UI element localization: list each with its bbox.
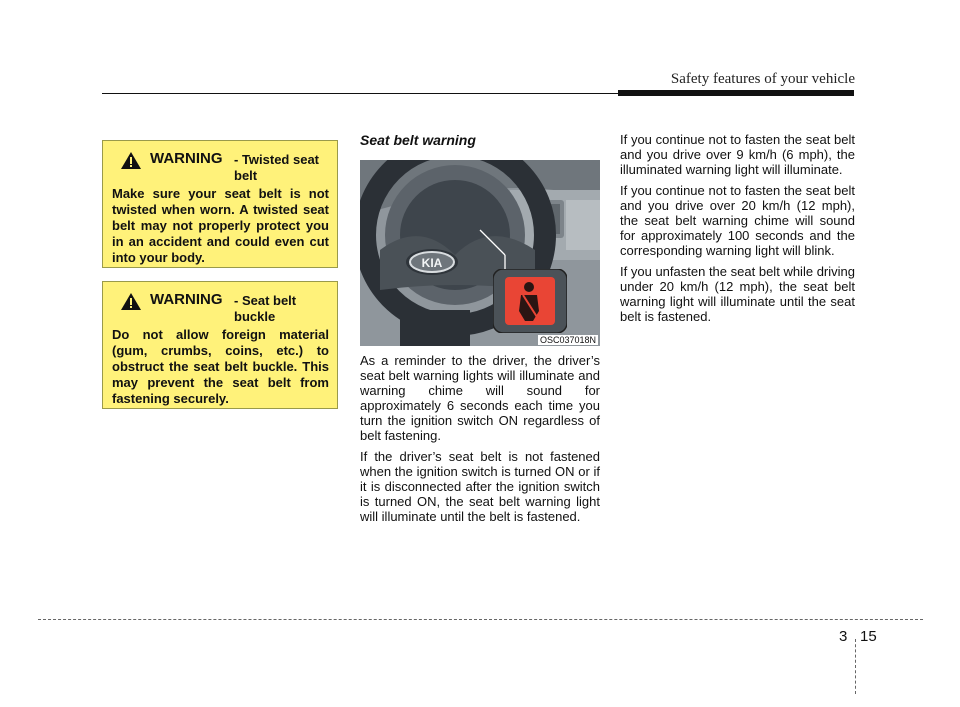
warning-header	[112, 290, 329, 327]
seat-belt-warning-section	[360, 132, 600, 524]
footer-vertical-divider	[855, 639, 856, 694]
page-number: 15	[860, 628, 877, 645]
kia-logo-text: KIA	[421, 256, 443, 270]
warning-body: Do not allow foreign material (gum, crumbs, coins, etc.) to obstruct the seat belt buckle. This may prevent the seat belt from fastening securely.	[112, 327, 329, 406]
warning-label: WARNING	[150, 291, 223, 308]
chapter-number: 3	[839, 628, 848, 645]
footer-divider	[38, 619, 923, 620]
paragraph: If the driver’s seat belt is not fastened when the ignition switch is turned ON or if it is disconnected after the ignition switch is turned ON, the seat belt warning light will illuminate until the belt is fastened.	[360, 449, 600, 524]
running-header: Safety features of your vehicle	[670, 71, 855, 87]
header-rule-accent	[618, 90, 854, 96]
warning-body: Make sure your seat belt is not twisted when worn. A twisted seat belt may not properly protect you in an accident and could even cut into your body.	[112, 186, 329, 265]
paragraph: If you continue not to fasten the seat belt and you drive over 20 km/h (12 mph), the seat belt warning chime will sound for approximately 100 seconds and the corresponding warning light will blink.	[620, 183, 855, 258]
paragraph: If you unfasten the seat belt while driving under 20 km/h (12 mph), the seat belt warning light will illuminate until the seat belt is fastened.	[620, 264, 855, 324]
warning-label: WARNING	[150, 150, 223, 167]
warning-header	[112, 149, 329, 186]
figure-code: OSC037018N	[539, 335, 596, 345]
warning-subtitle: - Twisted seat belt	[234, 152, 320, 183]
warning-box-twisted-belt	[102, 140, 338, 268]
section-title: Seat belt warning	[360, 132, 476, 148]
warning-triangle-icon	[120, 151, 142, 170]
dashboard-figure	[360, 160, 600, 346]
warning-box-belt-buckle	[102, 281, 338, 409]
seat-belt-warning-light-icon	[493, 269, 567, 333]
right-column	[620, 132, 855, 324]
paragraph: As a reminder to the driver, the driver’s seat belt warning lights will illuminate and warning chime will sound for approximately 6 seconds each time you turn the ignition switch ON regardless of belt fastening.	[360, 353, 600, 443]
warning-subtitle: - Seat belt buckle	[234, 293, 297, 324]
warning-triangle-icon	[120, 292, 142, 311]
paragraph: If you continue not to fasten the seat belt and you drive over 9 km/h (6 mph), the illuminated warning light will illuminate.	[620, 132, 855, 177]
